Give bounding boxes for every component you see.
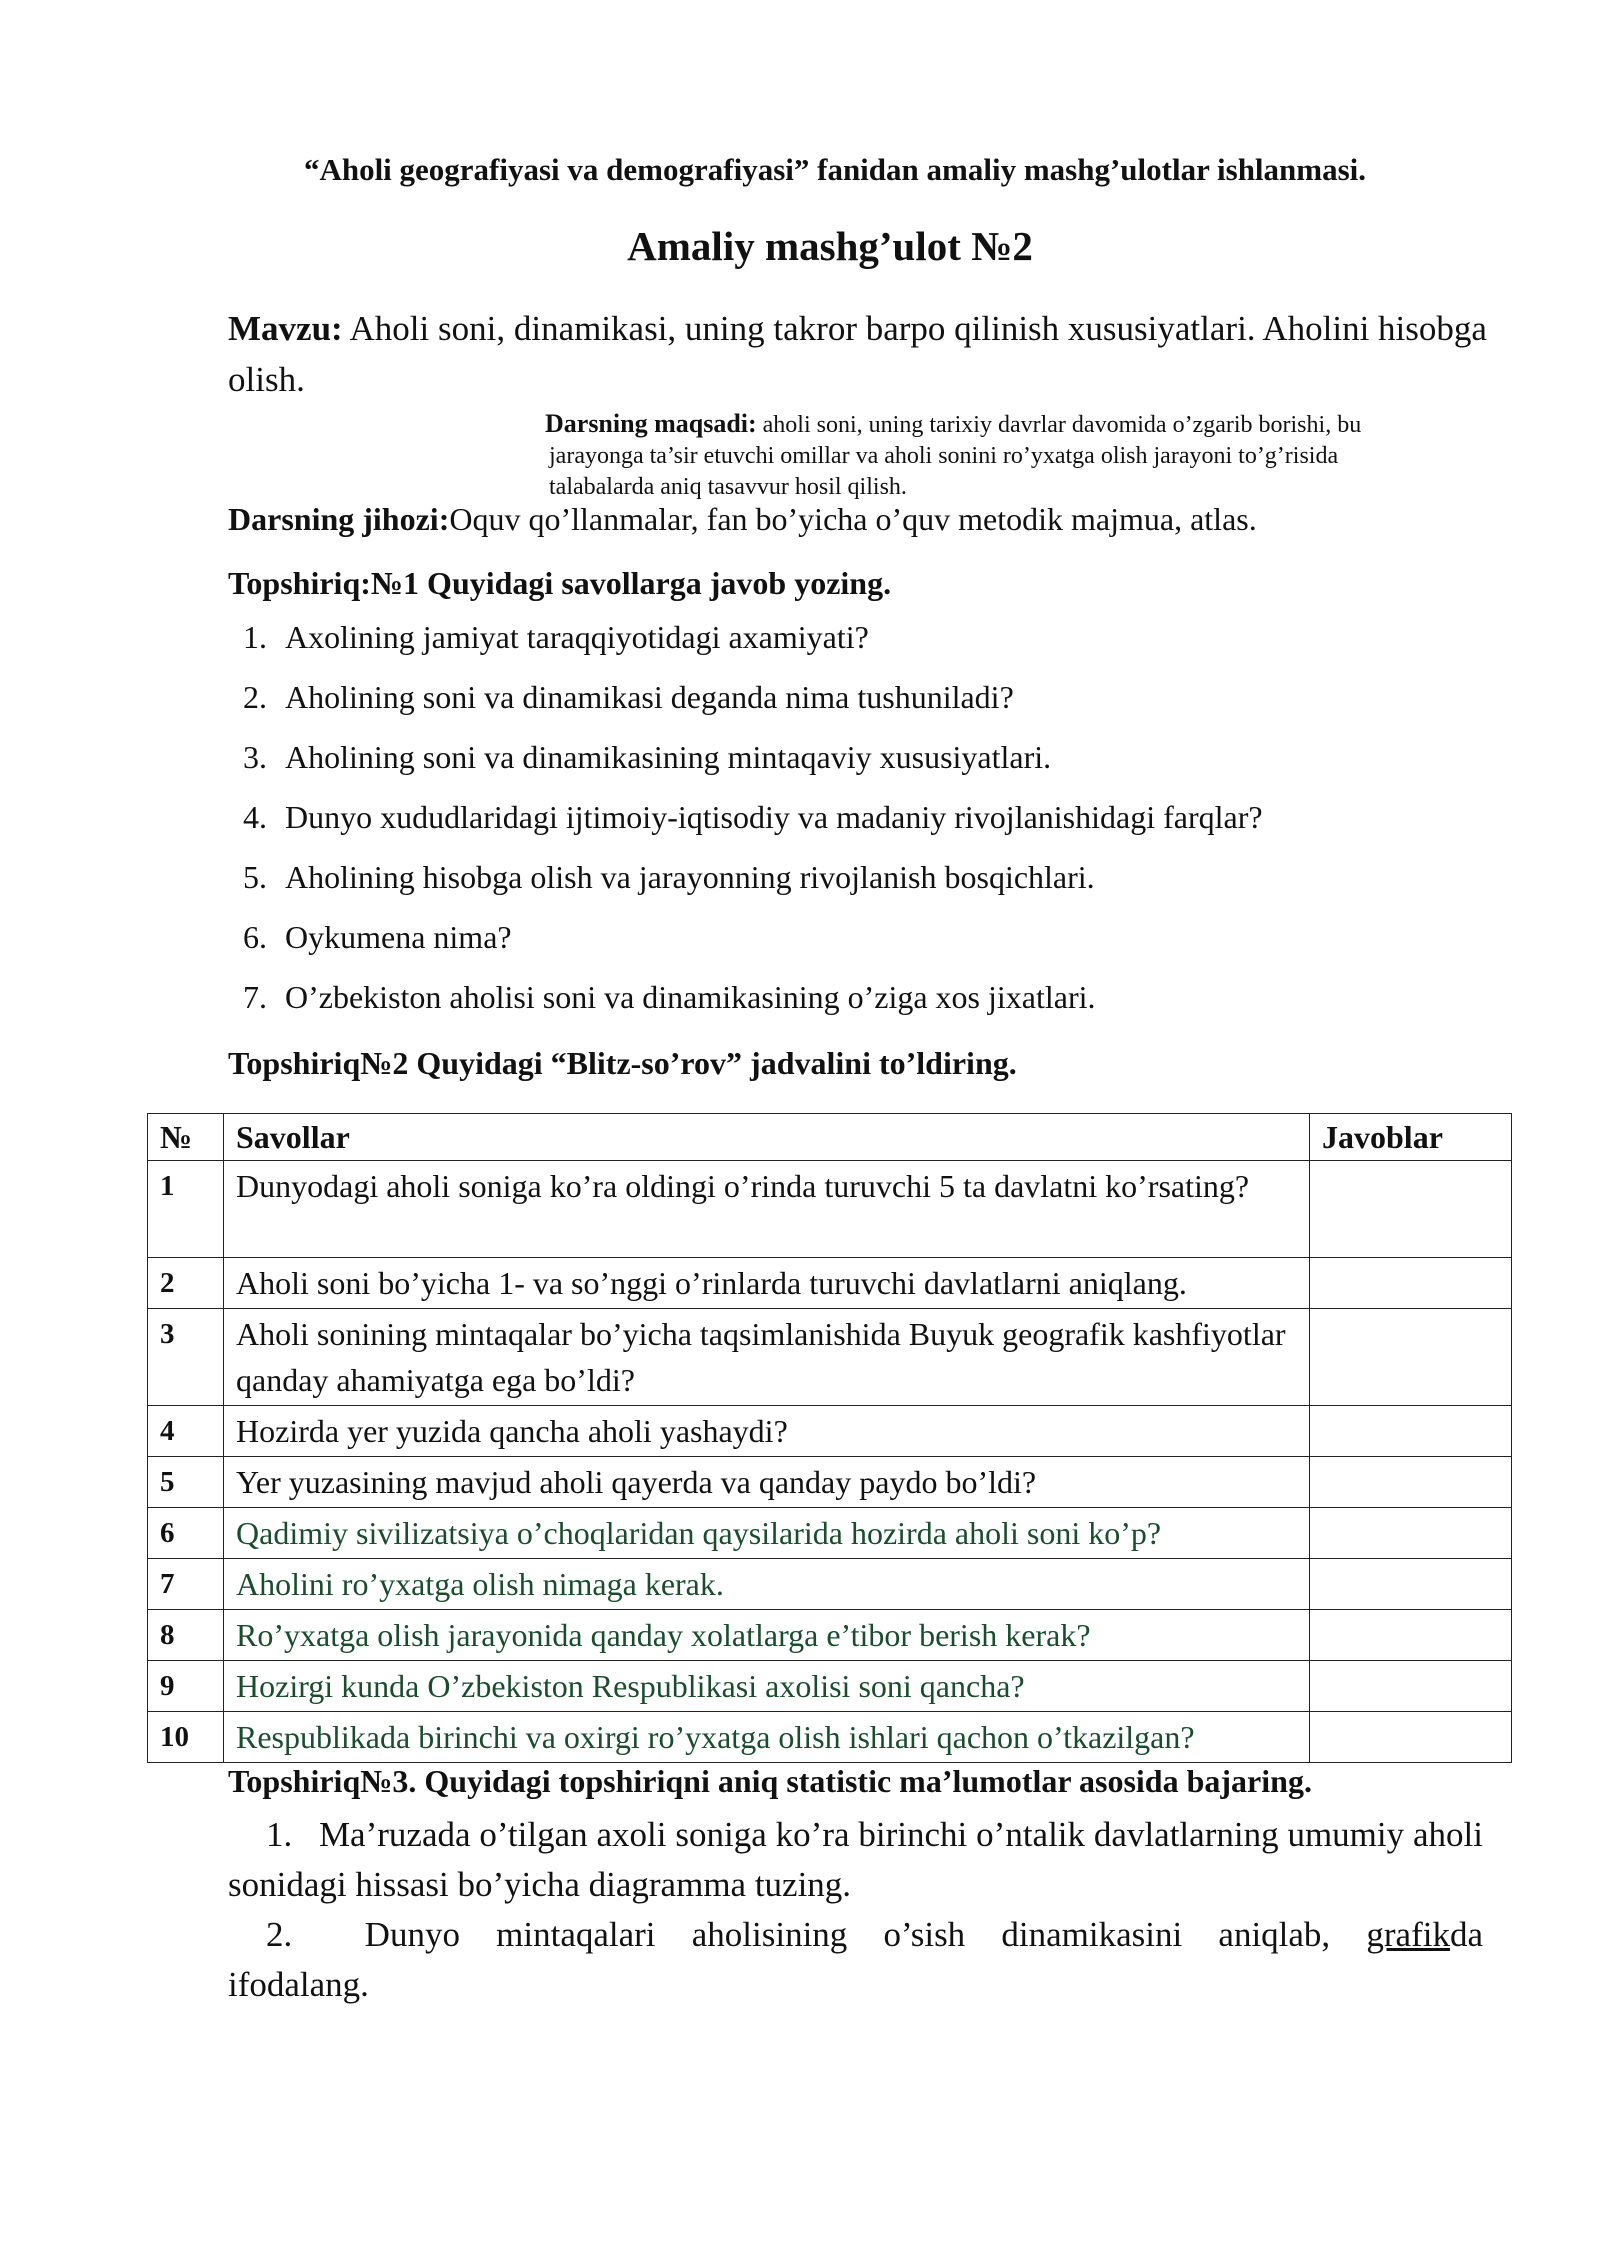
- topic-paragraph: [228, 303, 1500, 405]
- goal-line-1: aholi soni, uning tarixiy davrlar davomida o’zgarib borishi, bu: [756, 412, 1362, 438]
- column-header-answers: Javoblar: [1310, 1114, 1512, 1161]
- answer-cell[interactable]: [1310, 1610, 1512, 1661]
- task1-question-list: [243, 619, 1263, 1039]
- list-item: 1. Axolining jamiyat taraqqiyotidagi axamiyati?: [243, 619, 869, 655]
- table-row: 9 Hozirgi kunda O’zbekiston Respublikasi axolisi soni qancha?: [148, 1661, 1512, 1712]
- answer-cell[interactable]: [1310, 1161, 1512, 1258]
- table-row: 10 Respublikada birinchi va oxirgi ro’yxatga olish ishlari qachon o’tkazilgan?: [148, 1712, 1512, 1763]
- table-row: 4 Hozirda yer yuzida qancha aholi yashaydi?: [148, 1406, 1512, 1457]
- answer-cell[interactable]: [1310, 1457, 1512, 1508]
- grafik-underlined: grafik: [1366, 1915, 1450, 1954]
- answer-cell[interactable]: [1310, 1258, 1512, 1309]
- goal-line-3: talabalarda aniq tasavvur hosil qilish.: [549, 474, 907, 500]
- task3-title: Topshiriq№3. Quyidagi topshiriqni aniq statistic ma’lumotlar asosida bajaring.: [228, 1763, 1312, 1799]
- list-item: 3. Aholining soni va dinamikasining mintaqaviy xususiyatlari.: [243, 739, 1052, 775]
- table-header-row: [148, 1114, 1512, 1161]
- answer-cell[interactable]: [1310, 1406, 1512, 1457]
- goal-label: Darsning maqsadi:: [545, 409, 757, 438]
- task3-item-2: 2. Dunyo mintaqalari aholisining o’sish dinamikasini aniqlab, grafikda: [266, 1915, 1484, 1954]
- equipment-label: Darsning jihozi:: [228, 501, 450, 537]
- goal-paragraph: [545, 408, 1495, 503]
- topic-text: Aholi soni, dinamikasi, uning takror barpo qilinish xususiyatlari. Aholini hisobga olish.: [228, 309, 1487, 399]
- blitz-survey-table: [147, 1113, 1512, 1763]
- answer-cell[interactable]: [1310, 1559, 1512, 1610]
- answer-cell[interactable]: [1310, 1508, 1512, 1559]
- subject-title: “Aholi geografiyasi va demografiyasi” fanidan amaliy mashg’ulotlar ishlanmasi.: [303, 152, 1367, 187]
- goal-line-2: jarayonga ta’sir etuvchi omillar va aholi sonini ro’yxatga olish jarayoni to’g’risida: [549, 443, 1339, 469]
- table-row: 6 Qadimiy sivilizatsiya o’choqlaridan qaysilarida hozirda aholi soni ko’p?: [148, 1508, 1512, 1559]
- table-row: 7 Aholini ro’yxatga olish nimaga kerak.: [148, 1559, 1512, 1610]
- task3-body: [228, 1810, 1483, 2010]
- list-item: 5. Aholining hisobga olish va jarayonning rivojlanish bosqichlari.: [243, 859, 1095, 895]
- task1-title: Topshiriq:№1 Quyidagi savollarga javob yozing.: [228, 565, 892, 601]
- column-header-questions: Savollar: [224, 1114, 1310, 1161]
- list-item: 6. Oykumena nima?: [243, 919, 512, 955]
- lesson-title: Amaliy mashg’ulot №2: [627, 223, 1033, 269]
- table-row: 8 Ro’yxatga olish jarayonida qanday xolatlarga e’tibor berish kerak?: [148, 1610, 1512, 1661]
- task3-item-1: 1. Ma’ruzada o’tilgan axoli soniga ko’ra birinchi o’ntalik davlatlarning umumiy aholi sonidagi hissasi bo’yicha diagramma tuzing.: [228, 1815, 1484, 1904]
- table-row: 5 Yer yuzasining mavjud aholi qayerda va qanday paydo bo’ldi?: [148, 1457, 1512, 1508]
- table-row: 3 Aholi sonining mintaqalar bo’yicha taqsimlanishida Buyuk geografik kashfiyotlar qanday ahamiyatga ega bo’ldi?: [148, 1309, 1512, 1406]
- list-item: 2. Aholining soni va dinamikasi deganda nima tushuniladi?: [243, 679, 1014, 715]
- list-item: 4. Dunyo xududlaridagi ijtimoiy-iqtisodiy va madaniy rivojlanishidagi farqlar?: [243, 799, 1263, 835]
- table-row: 1 Dunyodagi aholi soniga ko’ra oldingi o’rinda turuvchi 5 ta davlatni ko’rsating?: [148, 1161, 1512, 1258]
- equipment-paragraph: [228, 501, 1518, 538]
- answer-cell[interactable]: [1310, 1661, 1512, 1712]
- table-row: 2 Aholi soni bo’yicha 1- va so’nggi o’rinlarda turuvchi davlatlarni aniqlang.: [148, 1258, 1512, 1309]
- topic-label: Mavzu:: [228, 309, 343, 348]
- answer-cell[interactable]: [1310, 1712, 1512, 1763]
- task2-title: Topshiriq№2 Quyidagi “Blitz-so’rov” jadvalini to’ldiring.: [228, 1045, 1017, 1081]
- task3-item-2-continued: ifodalang.: [228, 1965, 369, 2004]
- list-item: 7. O’zbekiston aholisi soni va dinamikasining o’ziga xos jixatlari.: [243, 979, 1096, 1015]
- column-header-number: №: [148, 1114, 224, 1161]
- equipment-text: Oquv qo’llanmalar, fan bo’yicha o’quv metodik majmua, atlas.: [449, 501, 1257, 537]
- answer-cell[interactable]: [1310, 1309, 1512, 1406]
